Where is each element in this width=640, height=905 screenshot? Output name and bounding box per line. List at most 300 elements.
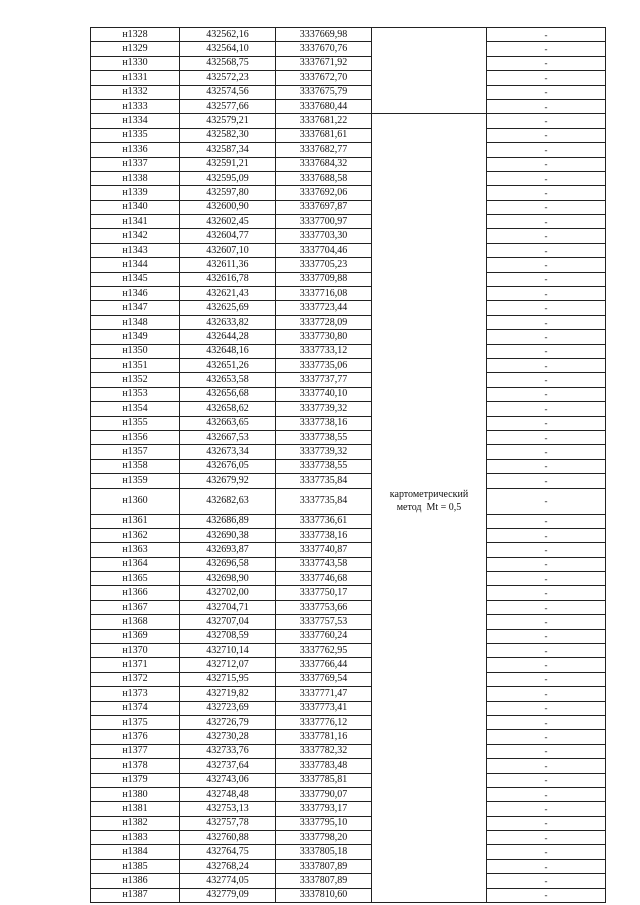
x-coordinate-cell: 432604,77: [180, 229, 276, 243]
point-name-cell: н1382: [91, 816, 180, 830]
x-coordinate-cell: 432673,34: [180, 445, 276, 459]
point-name-cell: н1346: [91, 287, 180, 301]
x-coordinate-cell: 432582,30: [180, 128, 276, 142]
table-row: [91, 514, 606, 528]
table-row: [91, 759, 606, 773]
method-cell: [372, 744, 487, 758]
point-name-cell: н1351: [91, 358, 180, 372]
y-coordinate-cell: 3337709,88: [276, 272, 372, 286]
method-cell: [372, 445, 487, 459]
note-cell: -: [487, 215, 606, 229]
y-coordinate-cell: 3337790,07: [276, 787, 372, 801]
table-row: [91, 243, 606, 257]
point-name-cell: н1339: [91, 186, 180, 200]
method-cell: [372, 215, 487, 229]
x-coordinate-cell: 432568,75: [180, 56, 276, 70]
y-coordinate-cell: 3337746,68: [276, 572, 372, 586]
table-row: [91, 229, 606, 243]
method-cell: [372, 845, 487, 859]
x-coordinate-cell: 432753,13: [180, 802, 276, 816]
y-coordinate-cell: 3337736,61: [276, 514, 372, 528]
table-row: [91, 143, 606, 157]
table-row: [91, 859, 606, 873]
x-coordinate-cell: 432682,63: [180, 488, 276, 514]
y-coordinate-cell: 3337692,06: [276, 186, 372, 200]
y-coordinate-cell: 3337700,97: [276, 215, 372, 229]
point-name-cell: н1350: [91, 344, 180, 358]
y-coordinate-cell: 3337793,17: [276, 802, 372, 816]
x-coordinate-cell: 432616,78: [180, 272, 276, 286]
note-cell: -: [487, 186, 606, 200]
y-coordinate-cell: 3337776,12: [276, 715, 372, 729]
y-coordinate-cell: 3337671,92: [276, 56, 372, 70]
y-coordinate-cell: 3337773,41: [276, 701, 372, 715]
method-cell: [372, 56, 487, 70]
x-coordinate-cell: 432708,59: [180, 629, 276, 643]
point-name-cell: н1357: [91, 445, 180, 459]
x-coordinate-cell: 432595,09: [180, 171, 276, 185]
y-coordinate-cell: 3337675,79: [276, 85, 372, 99]
table-row: [91, 557, 606, 571]
y-coordinate-cell: 3337738,16: [276, 528, 372, 542]
note-cell: -: [487, 243, 606, 257]
y-coordinate-cell: 3337743,58: [276, 557, 372, 571]
note-cell: -: [487, 488, 606, 514]
method-cell: [372, 272, 487, 286]
note-cell: -: [487, 373, 606, 387]
table-row: [91, 730, 606, 744]
note-cell: -: [487, 287, 606, 301]
y-coordinate-cell: 3337681,22: [276, 114, 372, 128]
note-cell: -: [487, 171, 606, 185]
y-coordinate-cell: 3337740,10: [276, 387, 372, 401]
y-coordinate-cell: 3337738,55: [276, 459, 372, 473]
point-name-cell: н1374: [91, 701, 180, 715]
coordinates-table-body: [91, 28, 606, 903]
note-cell: -: [487, 301, 606, 315]
y-coordinate-cell: 3337782,32: [276, 744, 372, 758]
table-row: [91, 888, 606, 902]
method-cell: [372, 687, 487, 701]
point-name-cell: н1333: [91, 99, 180, 113]
point-name-cell: н1383: [91, 831, 180, 845]
table-row: [91, 528, 606, 542]
x-coordinate-cell: 432587,34: [180, 143, 276, 157]
x-coordinate-cell: 432723,69: [180, 701, 276, 715]
note-cell: -: [487, 330, 606, 344]
x-coordinate-cell: 432693,87: [180, 543, 276, 557]
point-name-cell: н1334: [91, 114, 180, 128]
y-coordinate-cell: 3337716,08: [276, 287, 372, 301]
x-coordinate-cell: 432579,21: [180, 114, 276, 128]
note-cell: -: [487, 514, 606, 528]
y-coordinate-cell: 3337670,76: [276, 42, 372, 56]
method-cell: [372, 344, 487, 358]
note-cell: -: [487, 42, 606, 56]
point-name-cell: н1356: [91, 430, 180, 444]
point-name-cell: н1386: [91, 874, 180, 888]
y-coordinate-cell: 3337750,17: [276, 586, 372, 600]
x-coordinate-cell: 432633,82: [180, 315, 276, 329]
x-coordinate-cell: 432597,80: [180, 186, 276, 200]
method-cell: [372, 459, 487, 473]
point-name-cell: н1343: [91, 243, 180, 257]
method-cell: [372, 586, 487, 600]
note-cell: -: [487, 272, 606, 286]
method-cell: [372, 200, 487, 214]
method-cell: [372, 474, 487, 488]
point-name-cell: н1385: [91, 859, 180, 873]
method-cell: [372, 128, 487, 142]
note-cell: -: [487, 200, 606, 214]
point-name-cell: н1369: [91, 629, 180, 643]
y-coordinate-cell: 3337681,61: [276, 128, 372, 142]
y-coordinate-cell: 3337738,16: [276, 416, 372, 430]
y-coordinate-cell: 3337737,77: [276, 373, 372, 387]
method-cell: [372, 658, 487, 672]
y-coordinate-cell: 3337785,81: [276, 773, 372, 787]
table-row: [91, 373, 606, 387]
point-name-cell: н1384: [91, 845, 180, 859]
note-cell: -: [487, 773, 606, 787]
table-row: [91, 387, 606, 401]
method-cell: [372, 600, 487, 614]
x-coordinate-cell: 432768,24: [180, 859, 276, 873]
point-name-cell: н1349: [91, 330, 180, 344]
method-cell: [372, 243, 487, 257]
y-coordinate-cell: 3337680,44: [276, 99, 372, 113]
table-row: [91, 845, 606, 859]
y-coordinate-cell: 3337682,77: [276, 143, 372, 157]
method-cell: [372, 229, 487, 243]
x-coordinate-cell: 432591,21: [180, 157, 276, 171]
table-row: [91, 802, 606, 816]
table-row: [91, 402, 606, 416]
x-coordinate-cell: 432733,76: [180, 744, 276, 758]
method-cell: [372, 759, 487, 773]
x-coordinate-cell: 432779,09: [180, 888, 276, 902]
point-name-cell: н1352: [91, 373, 180, 387]
x-coordinate-cell: 432658,62: [180, 402, 276, 416]
method-cell: [372, 430, 487, 444]
method-cell: [372, 715, 487, 729]
x-coordinate-cell: 432600,90: [180, 200, 276, 214]
method-cell: [372, 330, 487, 344]
y-coordinate-cell: 3337735,06: [276, 358, 372, 372]
x-coordinate-cell: 432774,05: [180, 874, 276, 888]
method-cell: [372, 773, 487, 787]
method-cell: [372, 258, 487, 272]
point-name-cell: н1360: [91, 488, 180, 514]
table-row: [91, 344, 606, 358]
x-coordinate-cell: 432719,82: [180, 687, 276, 701]
x-coordinate-cell: 432698,90: [180, 572, 276, 586]
y-coordinate-cell: 3337684,32: [276, 157, 372, 171]
note-cell: -: [487, 28, 606, 42]
note-cell: -: [487, 586, 606, 600]
x-coordinate-cell: 432764,75: [180, 845, 276, 859]
method-cell: [372, 874, 487, 888]
method-cell: [372, 387, 487, 401]
method-cell: [372, 514, 487, 528]
method-cell: [372, 488, 487, 514]
x-coordinate-cell: 432667,53: [180, 430, 276, 444]
point-name-cell: н1380: [91, 787, 180, 801]
x-coordinate-cell: 432757,78: [180, 816, 276, 830]
y-coordinate-cell: 3337766,44: [276, 658, 372, 672]
x-coordinate-cell: 432712,07: [180, 658, 276, 672]
table-row: [91, 430, 606, 444]
point-name-cell: н1370: [91, 644, 180, 658]
note-cell: -: [487, 358, 606, 372]
x-coordinate-cell: 432577,66: [180, 99, 276, 113]
method-cell: [372, 85, 487, 99]
table-row: [91, 258, 606, 272]
method-cell: [372, 28, 487, 42]
note-cell: -: [487, 71, 606, 85]
x-coordinate-cell: 432710,14: [180, 644, 276, 658]
note-cell: -: [487, 128, 606, 142]
x-coordinate-cell: 432748,48: [180, 787, 276, 801]
point-name-cell: н1368: [91, 615, 180, 629]
table-row: [91, 71, 606, 85]
note-cell: -: [487, 615, 606, 629]
y-coordinate-cell: 3337781,16: [276, 730, 372, 744]
note-cell: -: [487, 543, 606, 557]
y-coordinate-cell: 3337739,32: [276, 402, 372, 416]
note-cell: -: [487, 845, 606, 859]
point-name-cell: н1364: [91, 557, 180, 571]
y-coordinate-cell: 3337728,09: [276, 315, 372, 329]
method-cell: [372, 157, 487, 171]
table-row: [91, 874, 606, 888]
table-row: [91, 459, 606, 473]
point-name-cell: н1373: [91, 687, 180, 701]
method-cell: [372, 831, 487, 845]
note-cell: -: [487, 831, 606, 845]
point-name-cell: н1348: [91, 315, 180, 329]
method-cell: [372, 701, 487, 715]
table-row: [91, 445, 606, 459]
y-coordinate-cell: 3337723,44: [276, 301, 372, 315]
point-name-cell: н1340: [91, 200, 180, 214]
method-cell: [372, 287, 487, 301]
x-coordinate-cell: 432607,10: [180, 243, 276, 257]
table-row: [91, 715, 606, 729]
y-coordinate-cell: 3337697,87: [276, 200, 372, 214]
table-row: [91, 128, 606, 142]
point-name-cell: н1330: [91, 56, 180, 70]
note-cell: -: [487, 143, 606, 157]
table-row: [91, 315, 606, 329]
y-coordinate-cell: 3337669,98: [276, 28, 372, 42]
y-coordinate-cell: 3337735,84: [276, 474, 372, 488]
point-name-cell: н1376: [91, 730, 180, 744]
table-row: [91, 200, 606, 214]
point-name-cell: н1387: [91, 888, 180, 902]
point-name-cell: н1342: [91, 229, 180, 243]
note-cell: -: [487, 874, 606, 888]
note-cell: -: [487, 99, 606, 113]
table-row: [91, 474, 606, 488]
x-coordinate-cell: 432715,95: [180, 672, 276, 686]
x-coordinate-cell: 432690,38: [180, 528, 276, 542]
y-coordinate-cell: 3337704,46: [276, 243, 372, 257]
note-cell: -: [487, 474, 606, 488]
method-cell: [372, 143, 487, 157]
table-row: [91, 42, 606, 56]
note-cell: -: [487, 416, 606, 430]
method-cell: [372, 802, 487, 816]
y-coordinate-cell: 3337735,84: [276, 488, 372, 514]
x-coordinate-cell: 432621,43: [180, 287, 276, 301]
table-row: [91, 744, 606, 758]
table-row: [91, 687, 606, 701]
note-cell: -: [487, 56, 606, 70]
x-coordinate-cell: 432625,69: [180, 301, 276, 315]
note-cell: -: [487, 744, 606, 758]
x-coordinate-cell: 432726,79: [180, 715, 276, 729]
y-coordinate-cell: 3337807,89: [276, 874, 372, 888]
point-name-cell: н1347: [91, 301, 180, 315]
method-cell: [372, 629, 487, 643]
note-cell: -: [487, 528, 606, 542]
x-coordinate-cell: 432663,65: [180, 416, 276, 430]
table-row: [91, 56, 606, 70]
table-row: [91, 787, 606, 801]
x-coordinate-cell: 432704,71: [180, 600, 276, 614]
point-name-cell: н1337: [91, 157, 180, 171]
point-name-cell: н1365: [91, 572, 180, 586]
y-coordinate-cell: 3337769,54: [276, 672, 372, 686]
x-coordinate-cell: 432648,16: [180, 344, 276, 358]
note-cell: -: [487, 600, 606, 614]
table-row: [91, 615, 606, 629]
point-name-cell: н1332: [91, 85, 180, 99]
note-cell: -: [487, 315, 606, 329]
y-coordinate-cell: 3337705,23: [276, 258, 372, 272]
method-cell: [372, 42, 487, 56]
note-cell: -: [487, 344, 606, 358]
point-name-cell: н1372: [91, 672, 180, 686]
note-cell: -: [487, 644, 606, 658]
x-coordinate-cell: 432696,58: [180, 557, 276, 571]
x-coordinate-cell: 432602,45: [180, 215, 276, 229]
note-cell: -: [487, 687, 606, 701]
method-cell: [372, 373, 487, 387]
y-coordinate-cell: 3337738,55: [276, 430, 372, 444]
table-row: [91, 600, 606, 614]
y-coordinate-cell: 3337810,60: [276, 888, 372, 902]
y-coordinate-cell: 3337783,48: [276, 759, 372, 773]
table-row: [91, 672, 606, 686]
table-row: [91, 272, 606, 286]
method-cell: [372, 787, 487, 801]
method-cell: [372, 888, 487, 902]
y-coordinate-cell: 3337753,66: [276, 600, 372, 614]
point-name-cell: н1375: [91, 715, 180, 729]
note-cell: -: [487, 672, 606, 686]
method-cell: [372, 114, 487, 128]
point-name-cell: н1331: [91, 71, 180, 85]
table-row: [91, 586, 606, 600]
y-coordinate-cell: 3337757,53: [276, 615, 372, 629]
point-name-cell: н1359: [91, 474, 180, 488]
x-coordinate-cell: 432743,06: [180, 773, 276, 787]
note-cell: -: [487, 85, 606, 99]
note-cell: -: [487, 258, 606, 272]
y-coordinate-cell: 3337760,24: [276, 629, 372, 643]
note-cell: -: [487, 787, 606, 801]
table-row: [91, 773, 606, 787]
x-coordinate-cell: 432644,28: [180, 330, 276, 344]
method-cell: [372, 171, 487, 185]
table-row: [91, 358, 606, 372]
table-row: [91, 171, 606, 185]
point-name-cell: н1338: [91, 171, 180, 185]
method-cell: [372, 186, 487, 200]
point-name-cell: н1366: [91, 586, 180, 600]
table-row: [91, 543, 606, 557]
method-label-line2: метод Mt = 0,5: [396, 502, 462, 513]
table-row: [91, 157, 606, 171]
y-coordinate-cell: 3337740,87: [276, 543, 372, 557]
point-name-cell: н1377: [91, 744, 180, 758]
note-cell: -: [487, 759, 606, 773]
method-cell: [372, 528, 487, 542]
method-label-line1: картометрический: [389, 489, 469, 500]
method-cell: [372, 730, 487, 744]
y-coordinate-cell: 3337798,20: [276, 831, 372, 845]
table-row: [91, 831, 606, 845]
table-row: [91, 301, 606, 315]
note-cell: -: [487, 859, 606, 873]
table-row: [91, 644, 606, 658]
point-name-cell: н1367: [91, 600, 180, 614]
table-row: [91, 28, 606, 42]
point-name-cell: н1345: [91, 272, 180, 286]
note-cell: -: [487, 658, 606, 672]
x-coordinate-cell: 432574,56: [180, 85, 276, 99]
note-cell: -: [487, 557, 606, 571]
x-coordinate-cell: 432572,23: [180, 71, 276, 85]
y-coordinate-cell: 3337703,30: [276, 229, 372, 243]
method-cell: [372, 644, 487, 658]
x-coordinate-cell: 432676,05: [180, 459, 276, 473]
table-row: [91, 114, 606, 128]
x-coordinate-cell: 432611,36: [180, 258, 276, 272]
table-row: [91, 186, 606, 200]
note-cell: -: [487, 402, 606, 416]
y-coordinate-cell: 3337805,18: [276, 845, 372, 859]
x-coordinate-cell: 432656,68: [180, 387, 276, 401]
point-name-cell: н1336: [91, 143, 180, 157]
x-coordinate-cell: 432730,28: [180, 730, 276, 744]
method-cell: [372, 859, 487, 873]
table-row: [91, 701, 606, 715]
note-cell: -: [487, 114, 606, 128]
note-cell: -: [487, 802, 606, 816]
point-name-cell: н1379: [91, 773, 180, 787]
method-cell: [372, 301, 487, 315]
method-cell: [372, 672, 487, 686]
method-cell: [372, 557, 487, 571]
method-cell: [372, 99, 487, 113]
x-coordinate-cell: 432653,58: [180, 373, 276, 387]
table-row: [91, 287, 606, 301]
note-cell: -: [487, 229, 606, 243]
x-coordinate-cell: 432686,89: [180, 514, 276, 528]
